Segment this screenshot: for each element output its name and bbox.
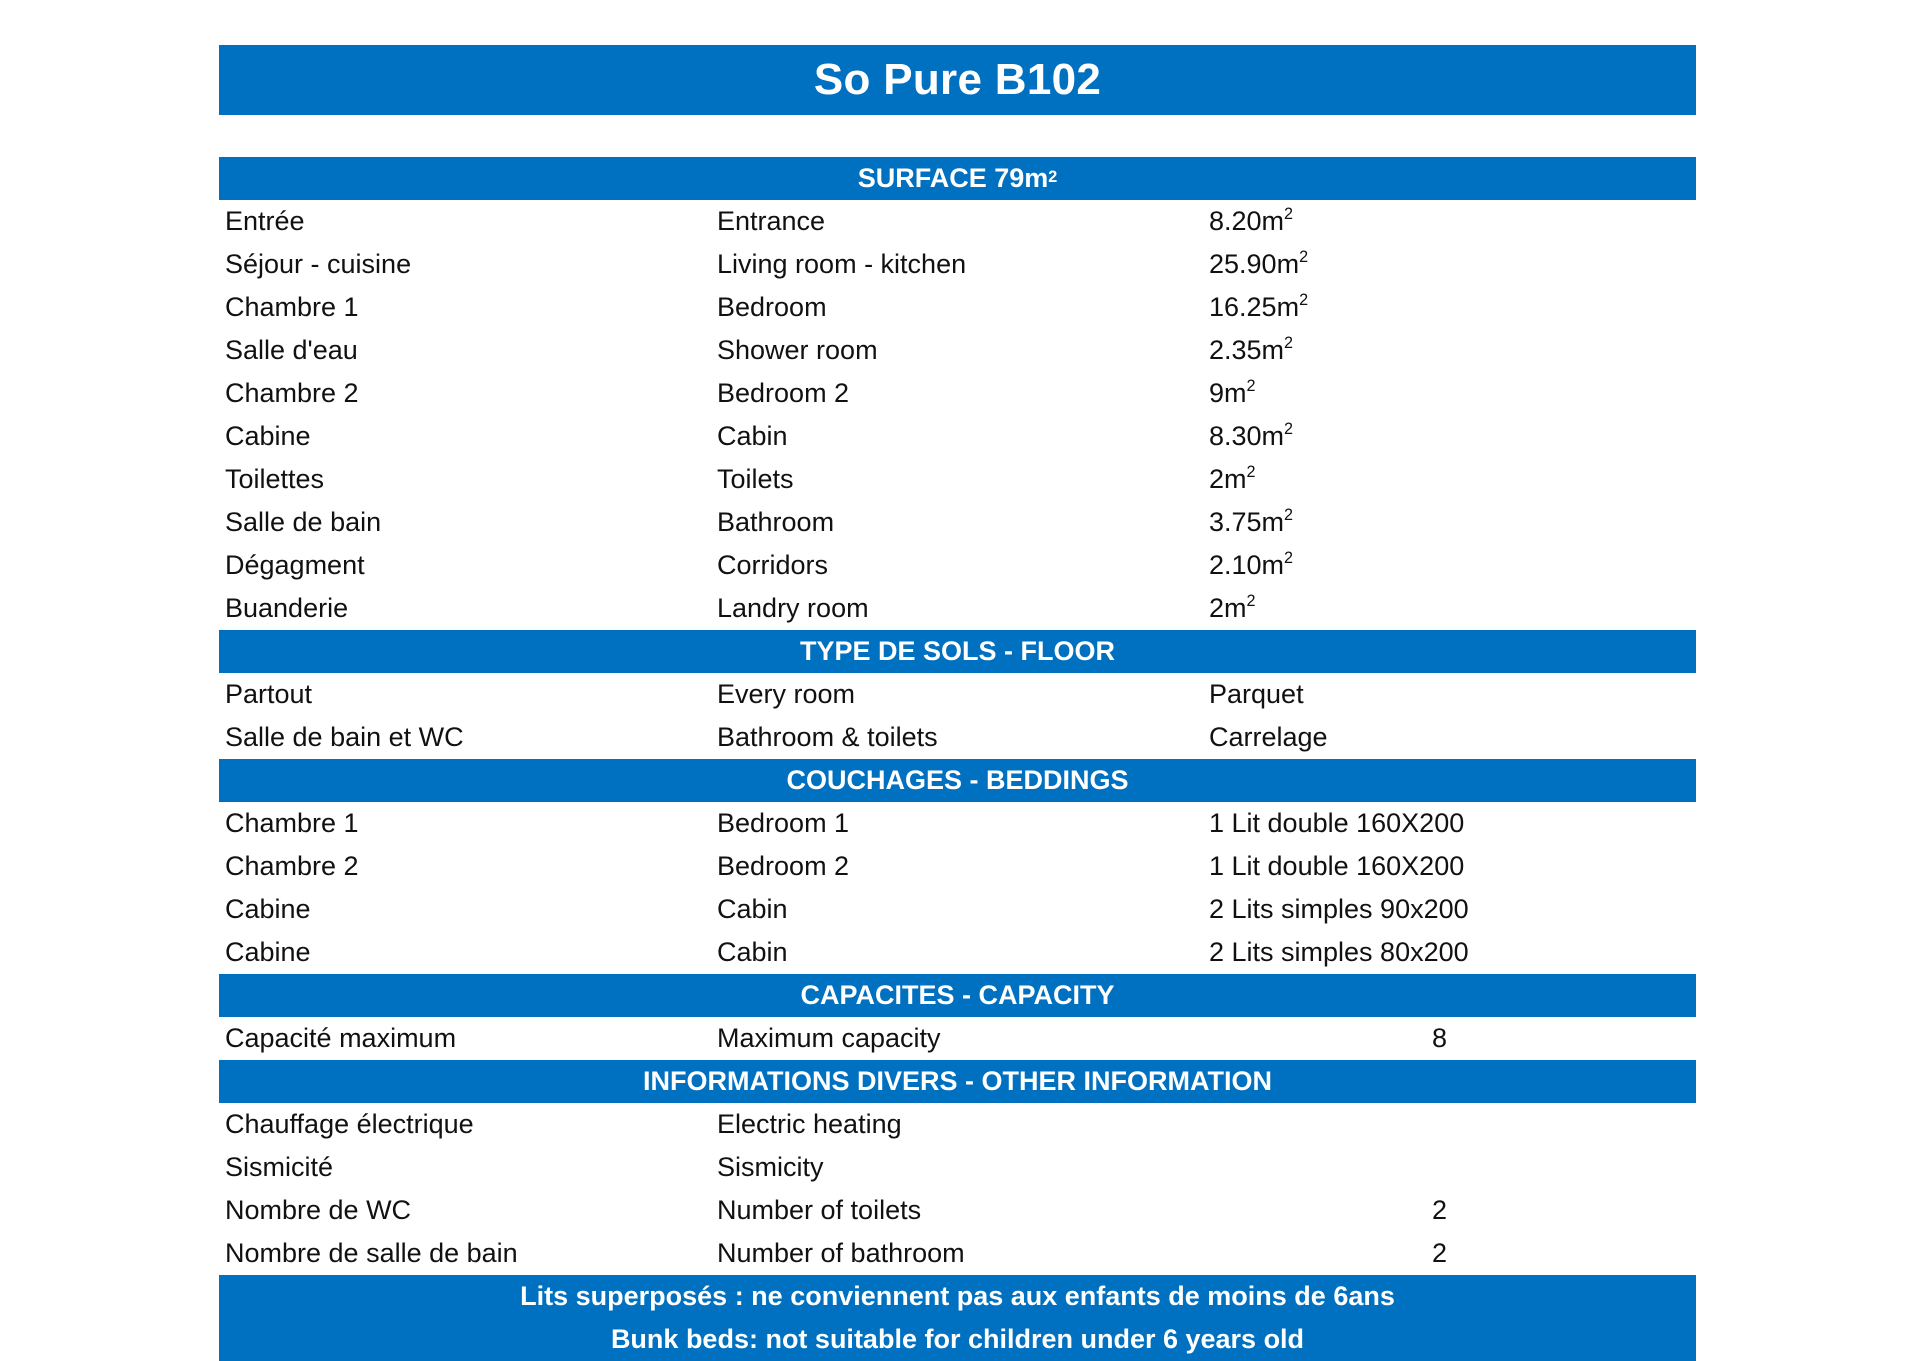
row-label-en: Cabin <box>717 421 788 451</box>
row-label-fr: Partout <box>225 679 313 709</box>
row-label-fr: Cabine <box>225 421 311 451</box>
table-row <box>219 329 1696 372</box>
row-value <box>1203 421 1696 452</box>
row-label-fr: Sismicité <box>225 1152 334 1182</box>
page-title <box>219 45 1696 115</box>
section-header-other <box>219 1060 1696 1103</box>
row-value-text: 8.30m <box>1209 421 1285 451</box>
row-label-fr: Nombre de WC <box>225 1195 412 1225</box>
row-value: Parquet <box>1209 679 1304 709</box>
row-label-fr: Dégagment <box>225 550 365 580</box>
row-label-en: Corridors <box>717 550 829 580</box>
row-value <box>1203 378 1696 409</box>
row-value-text: 3.75m <box>1209 507 1285 537</box>
section-header-surface-sup: 2 <box>1048 168 1058 187</box>
row-label-en: Bedroom 2 <box>717 378 850 408</box>
row-value-sup: 2 <box>1284 334 1294 353</box>
row-value-text: 8.20m <box>1209 206 1285 236</box>
table-row <box>219 673 1696 716</box>
notice-line-en: Bunk beds: not suitable for children under 6 years old <box>610 1324 1305 1354</box>
row-label-en: Toilets <box>717 464 794 494</box>
row-label-fr: Chambre 1 <box>225 808 359 838</box>
table-row <box>219 1103 1696 1146</box>
row-label-en: Cabin <box>717 894 788 924</box>
row-value <box>1203 335 1696 366</box>
row-value: 1 Lit double 160X200 <box>1209 808 1465 838</box>
row-value-sup: 2 <box>1284 549 1294 568</box>
row-label-fr: Nombre de salle de bain <box>225 1238 518 1268</box>
row-label-en: Landry room <box>717 593 869 623</box>
row-label-en: Bathroom <box>717 507 835 537</box>
section-header-other-text: INFORMATIONS DIVERS - OTHER INFORMATION <box>643 1066 1272 1096</box>
row-label-en: Every room <box>717 679 856 709</box>
row-value-sup: 2 <box>1299 248 1309 267</box>
row-value-text: 2.35m <box>1209 335 1285 365</box>
row-label-fr: Salle de bain <box>225 507 382 537</box>
table-row <box>219 501 1696 544</box>
table-row <box>219 587 1696 630</box>
table-row <box>219 544 1696 587</box>
section-header-floor-text: TYPE DE SOLS - FLOOR <box>799 636 1116 666</box>
row-label-fr: Chambre 1 <box>225 292 359 322</box>
row-label-fr: Salle d'eau <box>225 335 358 365</box>
table-row <box>219 1017 1696 1060</box>
page-title-text: So Pure B102 <box>813 55 1102 104</box>
row-label-en: Number of bathroom <box>717 1238 965 1268</box>
title-spacer <box>219 115 1696 157</box>
section-header-surface-text: SURFACE 79m <box>857 163 1049 193</box>
table-row <box>219 286 1696 329</box>
row-value <box>1203 249 1696 280</box>
table-row <box>219 200 1696 243</box>
row-value: Carrelage <box>1209 722 1328 752</box>
row-value-text: 8 <box>1431 1023 1448 1053</box>
table-row <box>219 372 1696 415</box>
row-label-en: Maximum capacity <box>717 1023 941 1053</box>
table-row <box>219 716 1696 759</box>
table-row <box>219 1189 1696 1232</box>
section-header-capacity-text: CAPACITES - CAPACITY <box>800 980 1115 1010</box>
row-value-sup: 2 <box>1299 291 1309 310</box>
section-header-floor <box>219 630 1696 673</box>
notice-line-fr: Lits superposés : ne conviennent pas aux enfants de moins de 6ans <box>520 1281 1395 1311</box>
row-label-fr: Entrée <box>225 206 305 236</box>
row-label-fr: Buanderie <box>225 593 349 623</box>
row-label-en: Cabin <box>717 937 788 967</box>
section-header-beddings-text: COUCHAGES - BEDDINGS <box>786 765 1129 795</box>
row-value <box>1203 1023 1696 1054</box>
row-label-en: Shower room <box>717 335 878 365</box>
table-row <box>219 845 1696 888</box>
table-row <box>219 888 1696 931</box>
row-value-sup: 2 <box>1246 463 1256 482</box>
row-label-fr: Salle de bain et WC <box>225 722 464 752</box>
bunk-bed-notice <box>219 1275 1696 1361</box>
section-header-surface <box>219 157 1696 200</box>
row-label-fr: Cabine <box>225 937 311 967</box>
row-label-en: Bedroom 1 <box>717 808 850 838</box>
row-value <box>1203 206 1696 237</box>
row-value-sup: 2 <box>1284 420 1294 439</box>
row-label-en: Bedroom <box>717 292 827 322</box>
row-value-sup: 2 <box>1246 377 1256 396</box>
row-value-sup: 2 <box>1284 205 1294 224</box>
row-value-text: 25.90m <box>1209 249 1300 279</box>
table-row <box>219 1146 1696 1189</box>
row-label-en: Bedroom 2 <box>717 851 850 881</box>
table-row <box>219 931 1696 974</box>
row-value-text: 2m <box>1209 593 1247 623</box>
row-label-en: Electric heating <box>717 1109 902 1139</box>
row-label-fr: Capacité maximum <box>225 1023 457 1053</box>
table-row <box>219 1232 1696 1275</box>
row-value-text: 9m <box>1209 378 1247 408</box>
row-label-en: Bathroom & toilets <box>717 722 938 752</box>
row-value <box>1203 464 1696 495</box>
table-row <box>219 243 1696 286</box>
row-label-en: Living room - kitchen <box>717 249 967 279</box>
row-value: 1 Lit double 160X200 <box>1209 851 1465 881</box>
row-value <box>1203 1238 1696 1269</box>
table-row <box>219 458 1696 501</box>
row-label-fr: Chauffage électrique <box>225 1109 474 1139</box>
row-value <box>1203 593 1696 624</box>
row-value <box>1203 1152 1696 1183</box>
row-value-text: 16.25m <box>1209 292 1300 322</box>
row-value <box>1203 507 1696 538</box>
row-value <box>1203 1109 1696 1140</box>
row-label-fr: Chambre 2 <box>225 851 359 881</box>
row-value: 2 Lits simples 80x200 <box>1209 937 1469 967</box>
row-value <box>1203 1195 1696 1226</box>
row-value-text: 2m <box>1209 464 1247 494</box>
row-value-sup: 2 <box>1284 506 1294 525</box>
row-label-fr: Cabine <box>225 894 311 924</box>
row-value <box>1203 292 1696 323</box>
section-header-beddings <box>219 759 1696 802</box>
section-header-capacity <box>219 974 1696 1017</box>
row-value: 2 Lits simples 90x200 <box>1209 894 1469 924</box>
row-label-fr: Séjour - cuisine <box>225 249 412 279</box>
row-label-en: Entrance <box>717 206 826 236</box>
row-label-fr: Chambre 2 <box>225 378 359 408</box>
row-label-en: Number of toilets <box>717 1195 922 1225</box>
property-sheet <box>219 45 1696 1361</box>
table-row <box>219 802 1696 845</box>
row-value-text: 2.10m <box>1209 550 1285 580</box>
table-row <box>219 415 1696 458</box>
row-value-sup: 2 <box>1246 592 1256 611</box>
row-value-text: 2 <box>1431 1195 1448 1225</box>
row-label-en: Sismicity <box>717 1152 824 1182</box>
row-value-text: 2 <box>1431 1238 1448 1268</box>
row-value <box>1203 550 1696 581</box>
row-label-fr: Toilettes <box>225 464 325 494</box>
